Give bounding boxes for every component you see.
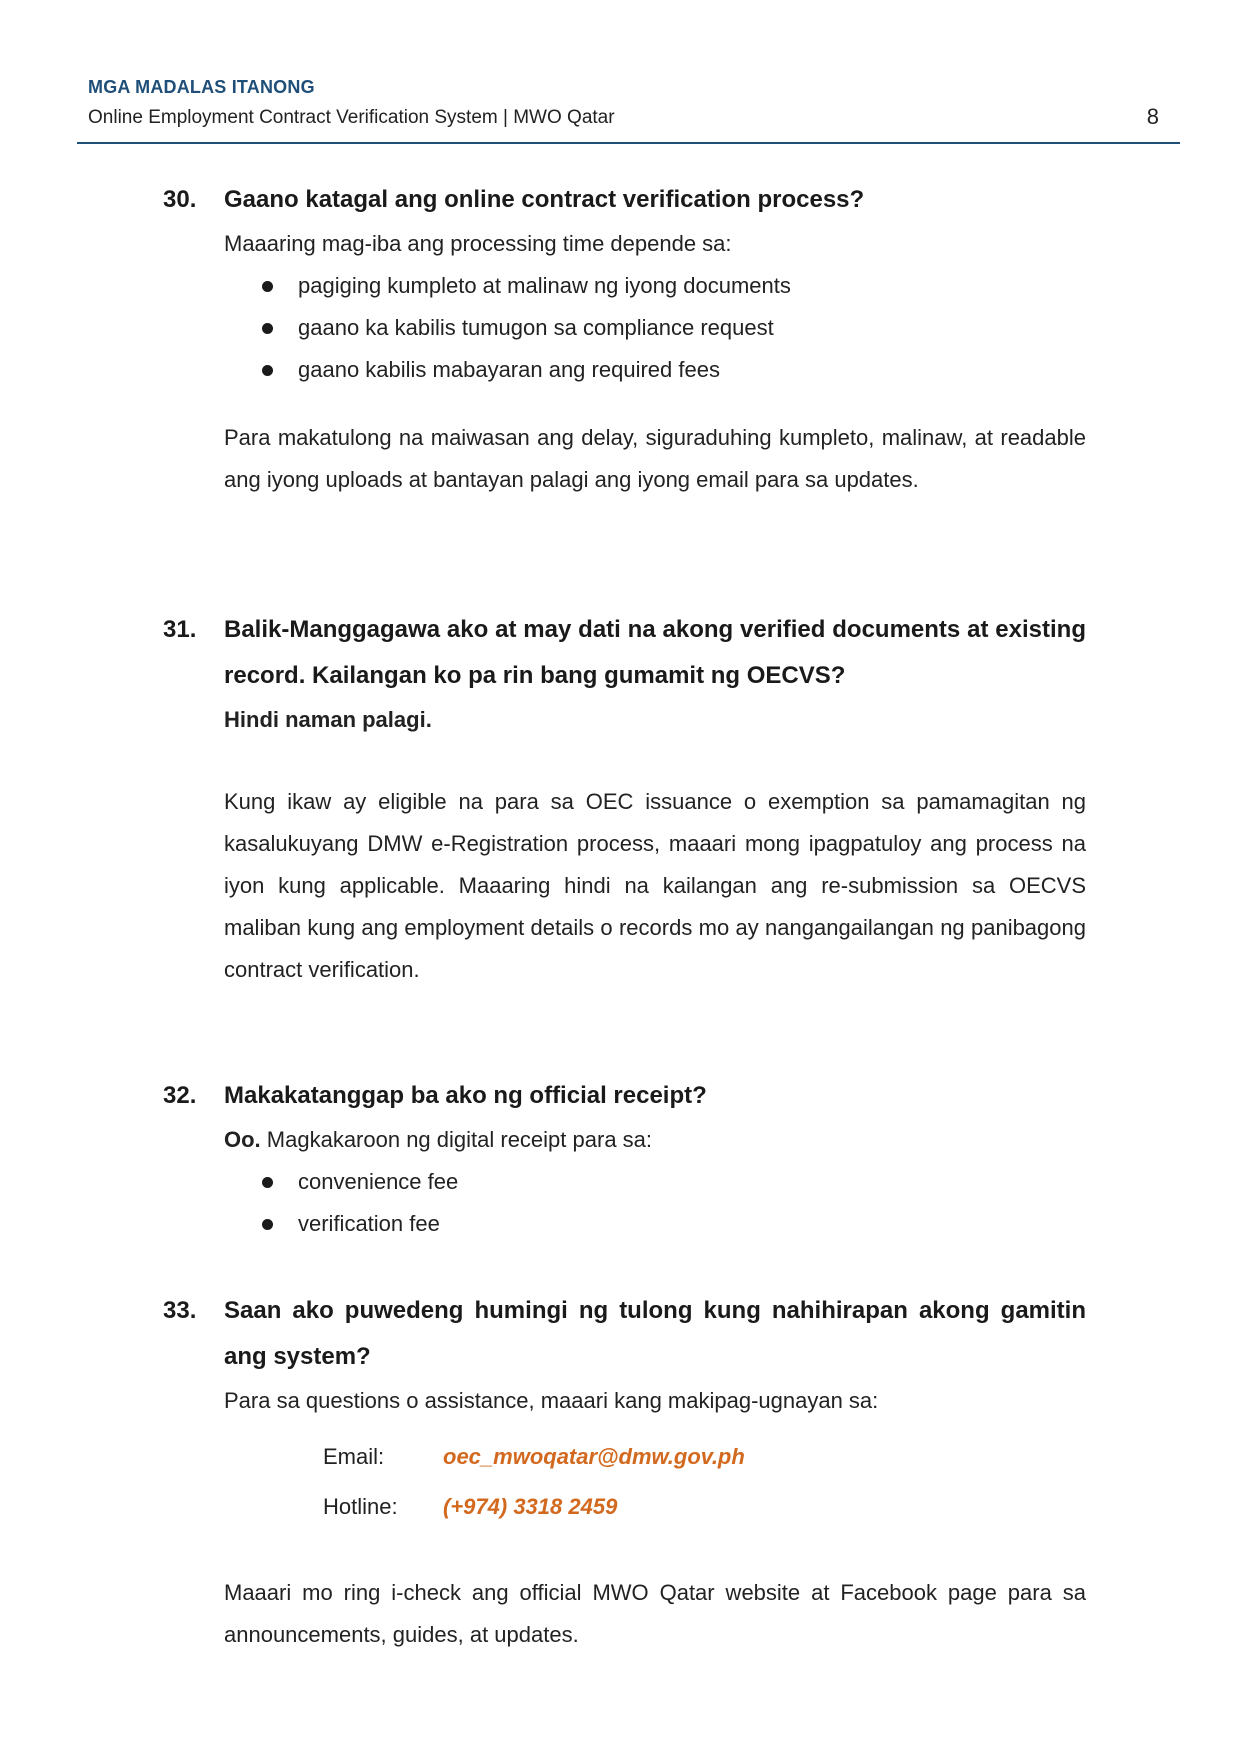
- list-item-text: convenience fee: [298, 1169, 459, 1194]
- question-row: [163, 177, 1086, 223]
- list-item: [224, 307, 1086, 349]
- answer-intro: [224, 1119, 1086, 1161]
- bullet-list: [224, 265, 1086, 391]
- answer-paragraph: Maaari mo ring i-check ang official MWO Qatar website at Facebook page para sa announcements, guides, at updates.: [224, 1580, 1086, 1647]
- list-item: [224, 349, 1086, 391]
- question-text: Saan ako puwedeng humingi ng tulong kung nahihirapan akong gamitin ang system?: [224, 1297, 1086, 1370]
- header-title: MGA MADALAS ITANONG: [88, 77, 315, 97]
- faq-item-32: [163, 1073, 1086, 1245]
- answer-body: [224, 1119, 1086, 1245]
- list-item: [224, 265, 1086, 307]
- header-subtitle: Online Employment Contract Verification System | MWO Qatar: [88, 107, 615, 128]
- faq-item-33: [163, 1288, 1086, 1656]
- answer-rest: Magkakaroon ng digital receipt para sa:: [260, 1127, 653, 1152]
- question-number: 30.: [163, 186, 197, 213]
- hotline-link[interactable]: (+974) 3318 2459: [443, 1494, 618, 1519]
- answer-paragraph: Para makatulong na maiwasan ang delay, siguraduhing kumpleto, malinaw, at readable ang iyong uploads at bantayan palagi ang iyong email para sa updates.: [224, 425, 1086, 492]
- answer-body: [224, 1380, 1086, 1656]
- question-row: [163, 1288, 1086, 1380]
- list-item-text: gaano kabilis mabayaran ang required fees: [298, 357, 720, 382]
- faq-item-30: [163, 177, 1086, 501]
- question-text: Gaano katagal ang online contract verification process?: [224, 186, 865, 213]
- bullet-icon: [262, 281, 273, 292]
- list-item: [224, 1161, 1086, 1203]
- question-number: 33.: [163, 1297, 197, 1324]
- question-row: [163, 607, 1086, 699]
- answer-paragraph: Kung ikaw ay eligible na para sa OEC issuance o exemption sa pamamagitan ng kasalukuyang DMW e-Registration process, maaari mong ipagpatuloy ang process na iyon kung applicable. Maaaring hindi na kailangan ang re-submission sa OECVS maliban kung ang employment details o records mo ay nangangailangan ng panibagong contract verification.: [224, 789, 1086, 982]
- contact-list: [323, 1432, 1086, 1532]
- faq-item-31: [163, 607, 1086, 991]
- contact-label: Email:: [323, 1444, 385, 1469]
- bullet-list: [224, 1161, 1086, 1245]
- page-number: 8: [1146, 104, 1159, 129]
- question-number: 31.: [163, 616, 197, 643]
- contact-row-email: [323, 1432, 1086, 1482]
- bullet-icon: [262, 1219, 273, 1230]
- contact-label: Hotline:: [323, 1494, 398, 1519]
- question-text: Balik-Manggagawa ako at may dati na akong verified documents at existing record. Kailangan ko pa rin bang gumamit ng OECVS?: [224, 616, 1086, 689]
- header-divider: [77, 142, 1180, 144]
- answer-body: [224, 223, 1086, 501]
- list-item-text: gaano ka kabilis tumugon sa compliance request: [298, 315, 774, 340]
- page-header: [77, 74, 1180, 146]
- list-item-text: verification fee: [298, 1211, 440, 1236]
- list-item: [224, 1203, 1086, 1245]
- answer-intro: Maaaring mag-iba ang processing time depende sa:: [224, 231, 732, 256]
- bullet-icon: [262, 1177, 273, 1188]
- contact-row-hotline: [323, 1482, 1086, 1532]
- bullet-icon: [262, 365, 273, 376]
- question-row: [163, 1073, 1086, 1119]
- short-answer: Hindi naman palagi.: [224, 707, 432, 732]
- answer-intro: Para sa questions o assistance, maaari kang makipag-ugnayan sa:: [224, 1388, 879, 1413]
- answer-body: [224, 699, 1086, 991]
- question-number: 32.: [163, 1082, 197, 1109]
- bullet-icon: [262, 323, 273, 334]
- answer-bold: Oo.: [224, 1127, 261, 1152]
- email-link[interactable]: oec_mwoqatar@dmw.gov.ph: [443, 1444, 745, 1469]
- question-text: Makakatanggap ba ako ng official receipt?: [224, 1082, 707, 1109]
- list-item-text: pagiging kumpleto at malinaw ng iyong documents: [298, 273, 791, 298]
